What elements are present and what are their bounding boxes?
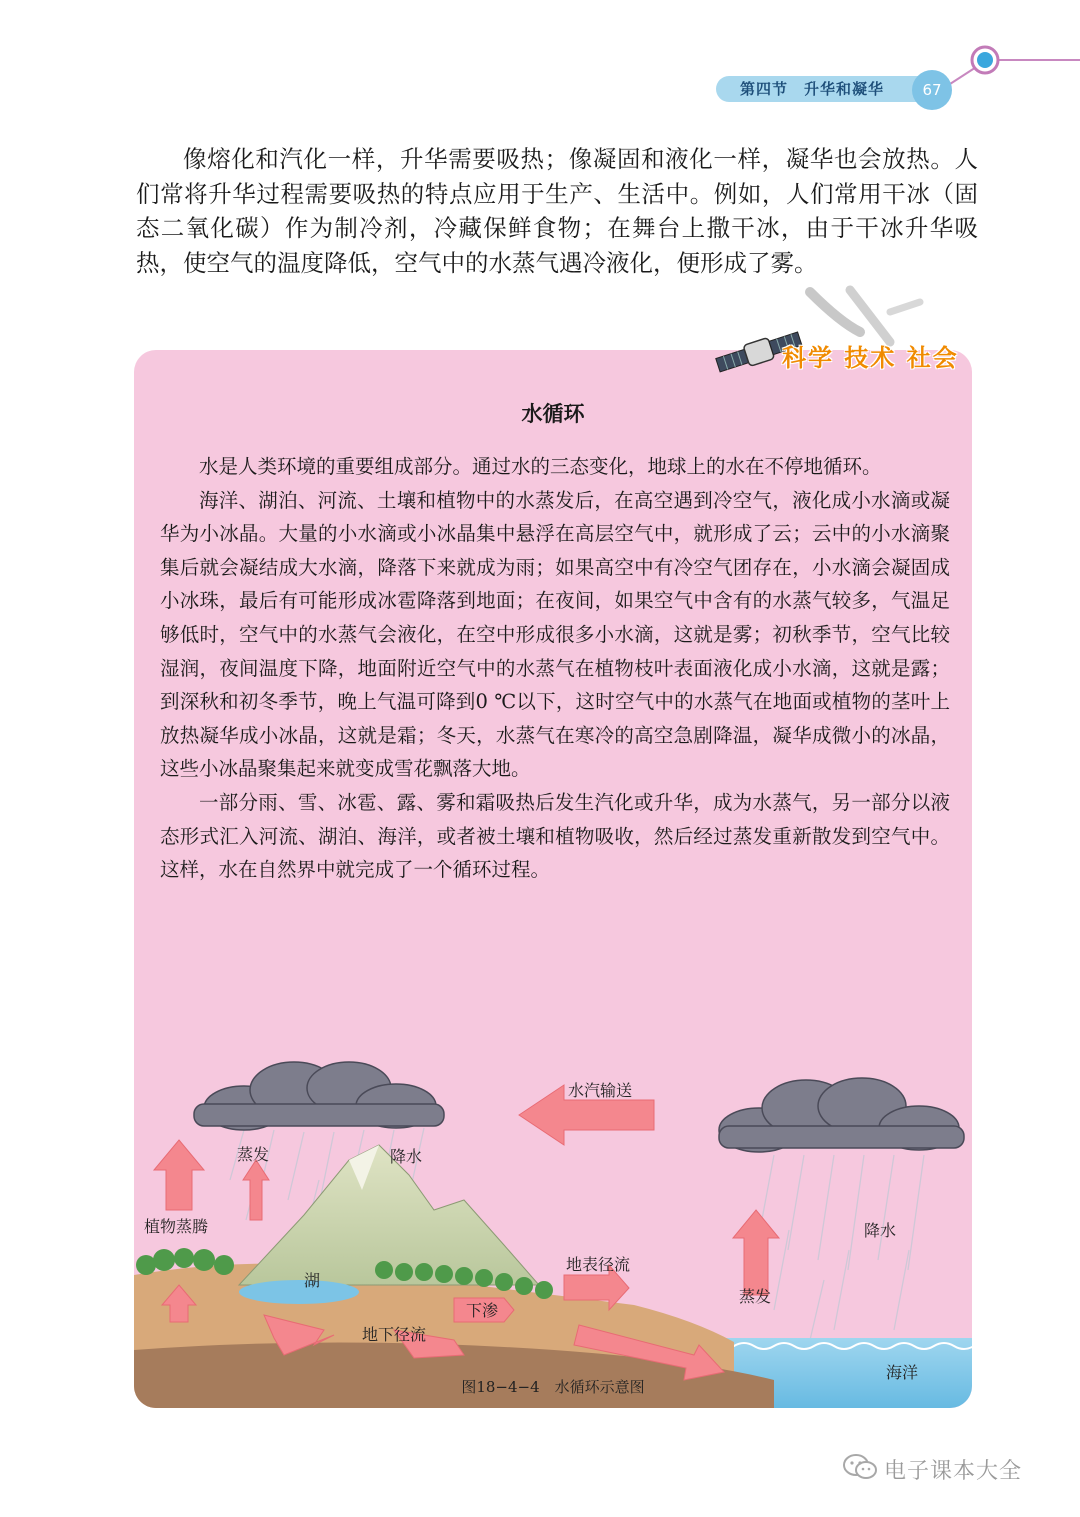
sidebar-title: 水循环 (521, 402, 585, 426)
sidebar-paragraph-2: 海洋、湖泊、河流、土壤和植物中的水蒸发后，在高空遇到冷空气，液化成小水滴或凝华为小冰晶。大量的小水滴或小冰晶集中悬浮在高层空气中，就形成了云；云中的小水滴聚集后就会凝结成大水滴，降落下来就成为雨；如果高空中有冷空气团存在，小水滴会凝固成小冰珠，最后有可能形成冰雹降落到地面；在夜间，如果空气中含有的水蒸气较多，气温足够低时，空气中的水蒸气会液化，在空中形成很多小水滴，这就是雾；初秋季节，空气比较湿润，夜间温度下降，地面附近空气中的水蒸气在植物枝叶表面液化成小水滴，这就是露；到深秋和初冬季节，晚上气温可降到0 ℃以下，这时空气中的水蒸气在地面或植物的茎叶上放热凝华成小冰晶，这就是霜；冬天，水蒸气在寒冷的高空急剧降温，凝华成微小的冰晶，这些小冰晶聚集起来就变成雪花飘落大地。 (160, 488, 950, 781)
label-ocean: 海洋 (886, 1363, 919, 1382)
label-groundwater-runoff: 地下径流 (362, 1325, 427, 1344)
water-cycle-illustration (134, 1060, 972, 1408)
header-deco (940, 40, 1080, 90)
water-cycle-diagram (134, 1060, 972, 1408)
section-title: 第四节 升华和凝华 (740, 80, 885, 98)
label-lake: 湖 (304, 1271, 321, 1290)
sidebar-paragraph-1: 水是人类环境的重要组成部分。通过水的三态变化，地球上的水在不停地循环。 (199, 455, 882, 478)
wechat-icon (842, 1452, 878, 1482)
label-evaporation-right: 蒸发 (739, 1287, 772, 1306)
sidebar-paragraph-3: 一部分雨、雪、冰雹、露、雾和霜吸热后发生汽化或升华，成为水蒸气，另一部分以液态形式汇入河流、湖泊、海洋，或者被土壤和植物吸收，然后经过蒸发重新散发到空气中。这样，水在自然界中就完成了一个循环过程。 (160, 790, 950, 882)
label-transpiration: 植物蒸腾 (144, 1217, 209, 1236)
label-precipitation-left: 降水 (390, 1147, 423, 1166)
watermark-text: 电子课本大全 (884, 1459, 1023, 1484)
label-vapor-transport: 水汽输送 (568, 1081, 633, 1100)
header-line-icon (940, 40, 1080, 90)
figure-caption: 图18−4−4 水循环示意图 (461, 1378, 645, 1396)
sidebar-body (160, 450, 950, 887)
label-precipitation-right: 降水 (864, 1221, 897, 1240)
page-number: 67 (912, 70, 952, 110)
cloud-right (719, 1078, 964, 1152)
intro-paragraph: 像熔化和汽化一样，升华需要吸热；像凝固和液化一样，凝华也会放热。人们常将升华过程需要吸热的特点应用于生产、生活中。例如，人们常用干冰（固态二氧化碳）作为制冷剂，冷藏保鲜食物；在舞台上撒干冰，由于干冰升华吸热，使空气的温度降低，空气中的水蒸气遇冷液化，便形成了雾。 (136, 145, 978, 277)
label-evaporation-left: 蒸发 (237, 1145, 270, 1164)
label-surface-runoff: 地表径流 (566, 1255, 631, 1274)
section-banner: 科学 技术 社会 (782, 344, 959, 372)
label-infiltration: 下渗 (466, 1301, 499, 1320)
intro-text (136, 142, 978, 280)
cloud-left (194, 1062, 444, 1130)
